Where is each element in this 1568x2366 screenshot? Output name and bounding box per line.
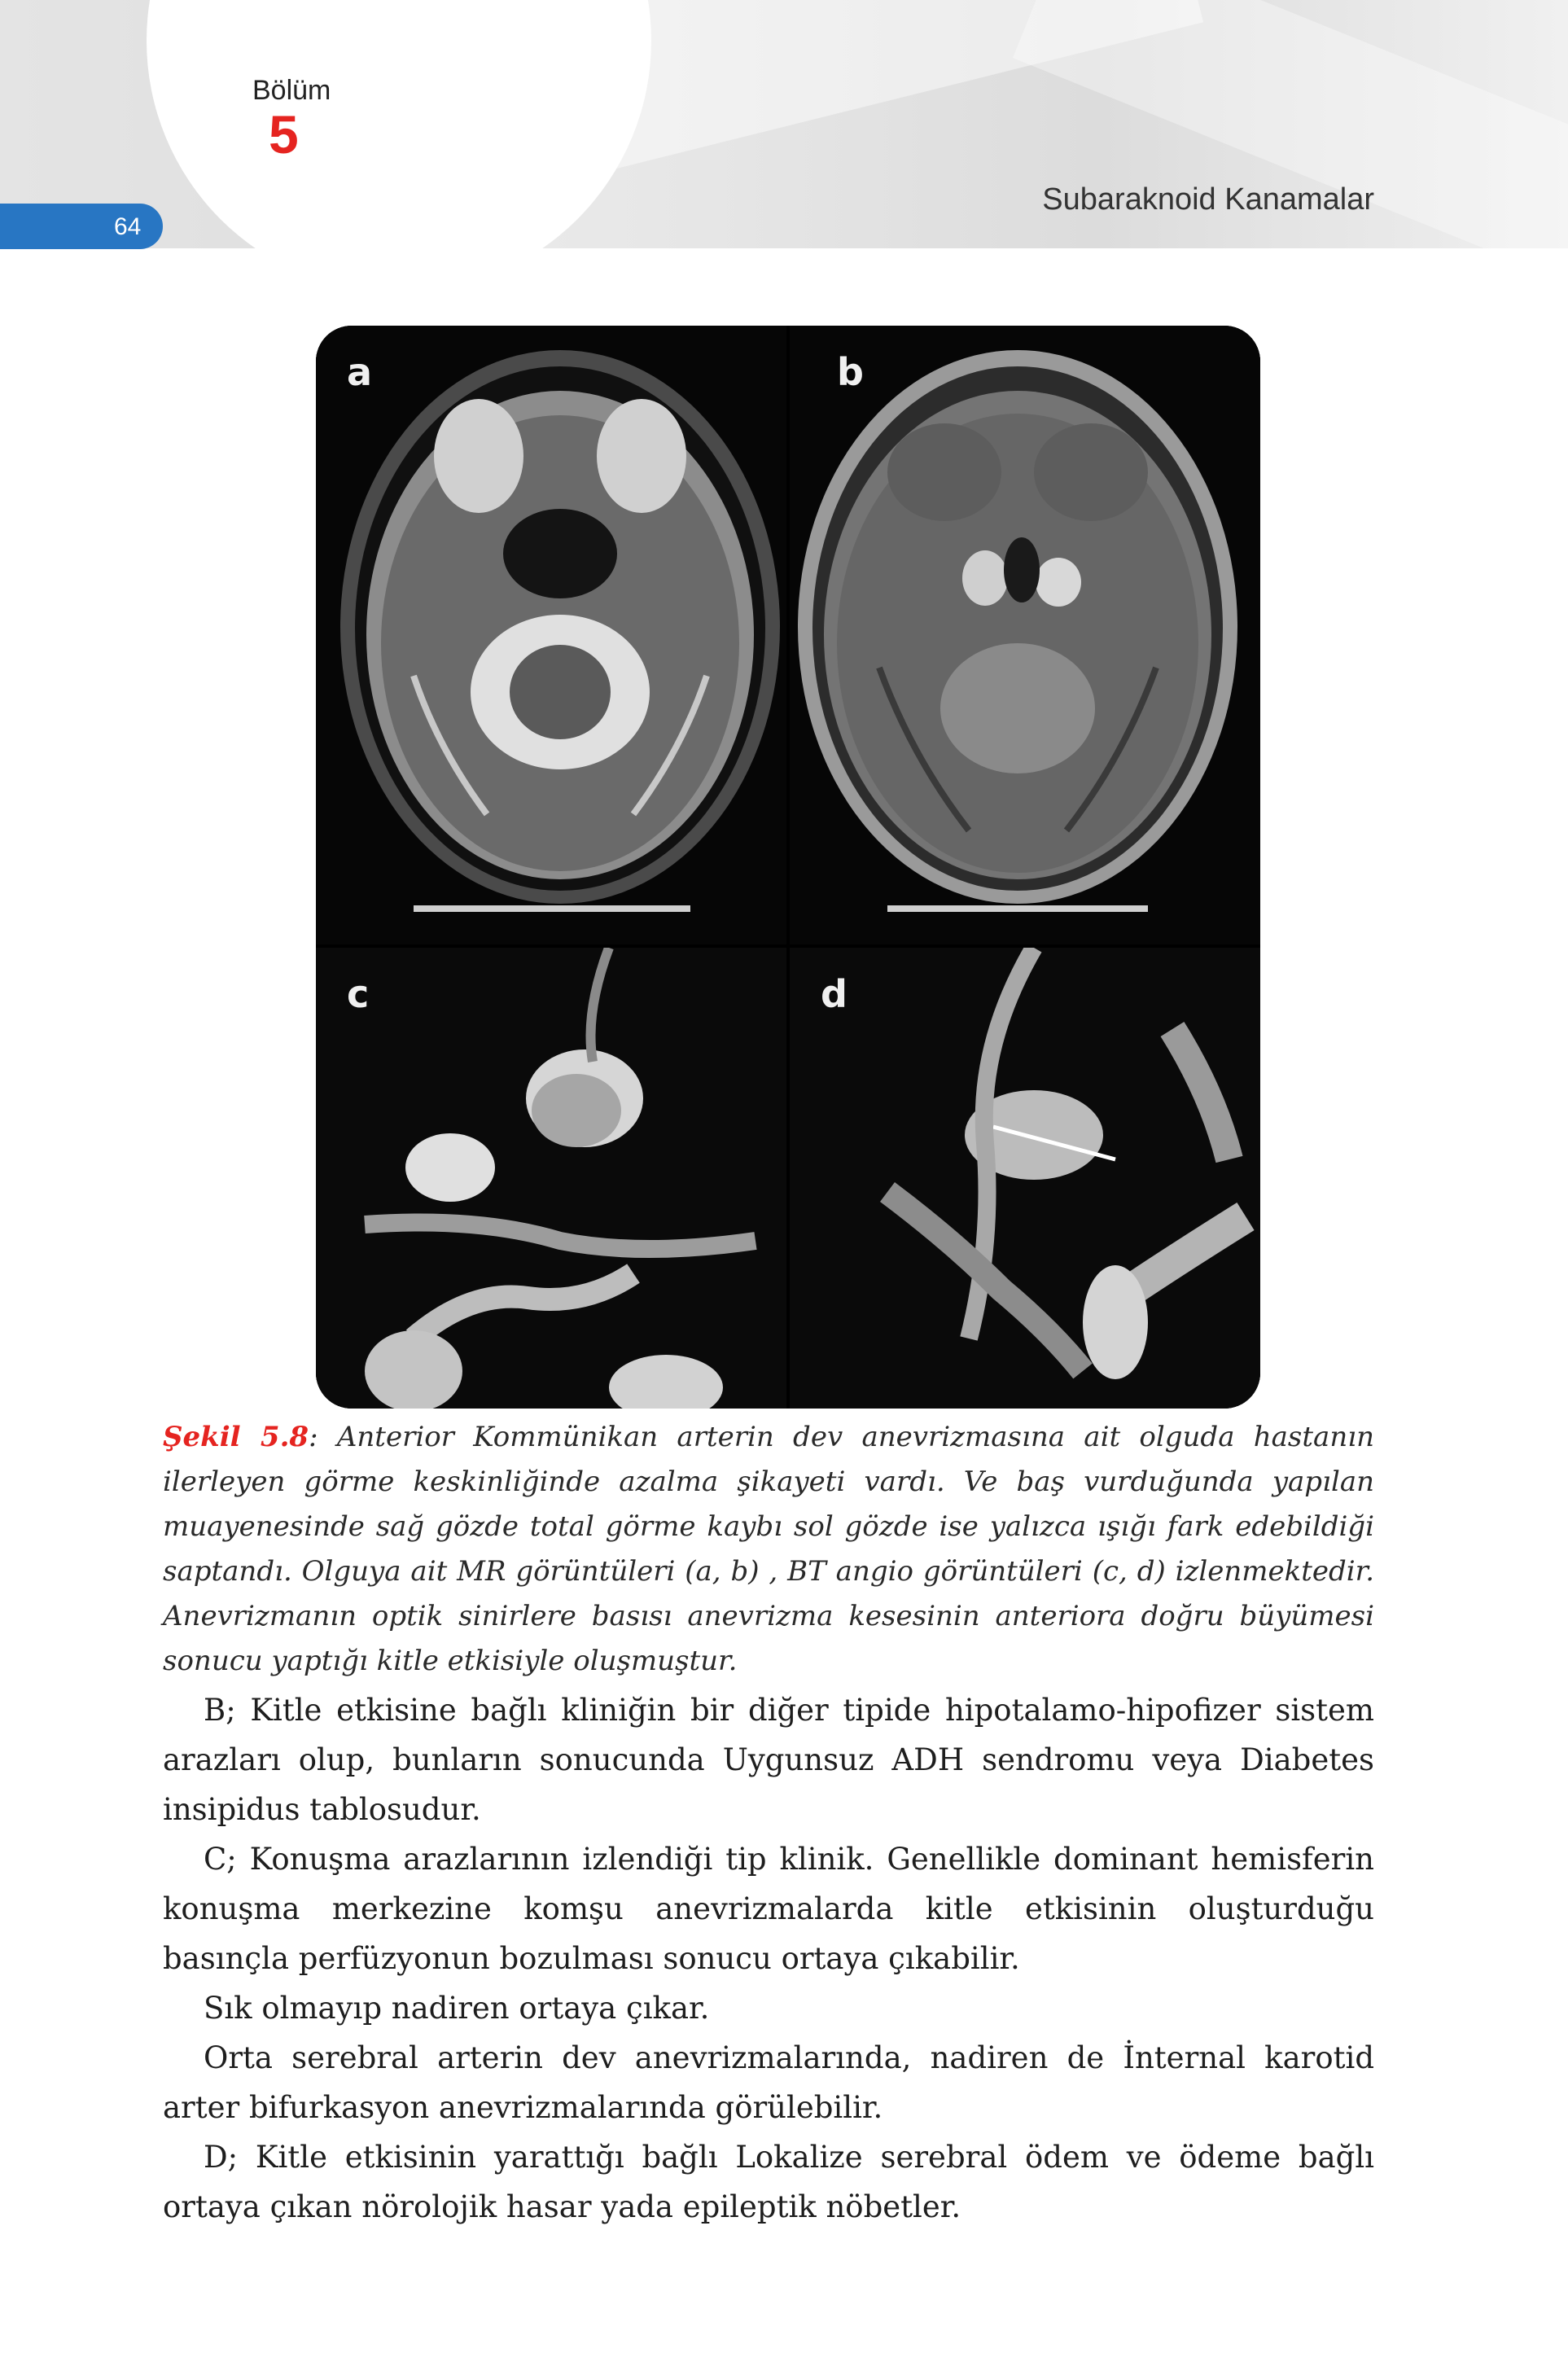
figure-caption (163, 1415, 1374, 1684)
running-title: Subaraknoid Kanamalar (1042, 182, 1374, 217)
body-paragraph: D; Kitle etkisinin yarattığı bağlı Lokalize serebral ödem ve ödeme bağlı ortaya çıkan nörolojik hasar yada epileptik nöbetler. (163, 2140, 1374, 2224)
figure-panel-a (316, 326, 786, 944)
body-paragraph: B; Kitle etkisine bağlı kliniğin bir diğer tipide hipotalamo-hipofizer sistem arazları olup, bunların sonucunda Uygunsuz ADH sendromu veya Diabetes insipidus tablosudur. (163, 1693, 1374, 1827)
body-paragraph: C; Konuşma arazlarının izlendiği tip klinik. Genellikle dominant hemisferin konuşma merkezine komşu anevrizmalarda kitle etkisinin oluşturduğu basınçla perfüzyonun bozulması sonucu ortaya çıkabilir. (163, 1842, 1374, 1976)
caption-text: : Anterior Kommünikan arterin dev anevrizmasına ait olguda hastanın ilerleyen görme keskinliğinde azalma şikayeti vardı. Ve baş vurduğunda yapılan muayenesinde sağ gözde total görme kaybı sol gözde ise yalızca ışığı fark edebildiği saptandı. Olguya ait MR görüntüleri (a, b) , BT angio görüntüleri (c, d) izlenmektedir. Anevrizmanın optik sinirlere basısı anevrizma kesesinin anteriora doğru büyümesi sonucu yaptığı kitle etkisiyle oluşmuştur. (163, 1421, 1374, 1677)
figure-reference: Şekil 5.8 (163, 1421, 309, 1453)
figure-panel-d (790, 948, 1260, 1409)
figure-image-grid (316, 326, 1260, 1409)
figure-panel-b (790, 326, 1260, 944)
panel-label-b: b (837, 350, 864, 394)
chapter-label: Bölüm (252, 75, 331, 106)
page-number: 64 (114, 213, 142, 240)
figure-panel-c (316, 948, 786, 1409)
chapter-number: 5 (269, 104, 299, 164)
panel-label-a: a (347, 350, 373, 394)
panel-label-d: d (821, 972, 848, 1016)
body-paragraph: Orta serebral arterin dev anevrizmalarında, nadiren de İnternal karotid arter bifurkasyon anevrizmalarında görülebilir. (163, 2040, 1374, 2125)
panel-label-c: c (347, 972, 370, 1016)
body-text (163, 1685, 1374, 2232)
body-paragraph: Sık olmayıp nadiren ortaya çıkar. (204, 1991, 710, 2026)
